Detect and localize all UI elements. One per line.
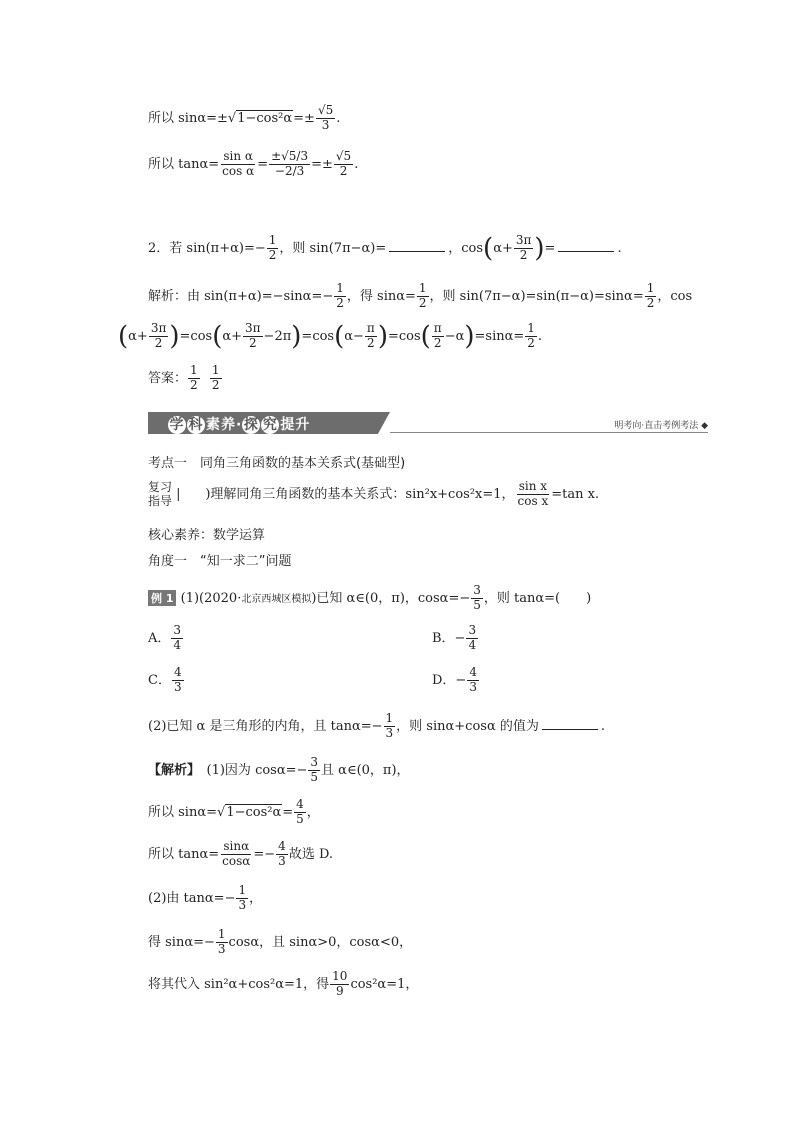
- fraction: $\frac{\text{sin x}}{\text{cos x}}$: [517, 479, 549, 508]
- text: ，则 sin(7π−α)=: [279, 240, 387, 256]
- text: (2)已知 α 是三角形的内角，且 tanα=−: [148, 718, 383, 734]
- text: D．−: [432, 672, 467, 688]
- fraction: $\frac{4}{3}$: [173, 665, 182, 694]
- example-badge: 例 1: [148, 590, 176, 606]
- text: 得 sinα=−: [148, 934, 215, 950]
- option-c[interactable]: [148, 666, 185, 695]
- text: cosα，且 sinα>0，cosα<0，: [228, 934, 413, 950]
- jiexi-3: [148, 840, 333, 869]
- text: .: [354, 156, 359, 172]
- text: 所以 tanα=: [148, 846, 220, 862]
- text: ，cos: [657, 288, 693, 304]
- source: 北京西城区模拟: [241, 593, 312, 605]
- jiexi-6: [148, 970, 418, 999]
- fraction: $\frac{1}{2}$: [646, 281, 655, 310]
- banner-char: 探: [243, 417, 259, 433]
- option-a[interactable]: [148, 624, 184, 653]
- answer-blank: [389, 237, 445, 252]
- text: 将其代入 sin²α+cos²α=1，得: [148, 976, 330, 992]
- fraction: $\frac{1}{2}$: [211, 363, 220, 392]
- fraction: $\frac{1}{2}$: [190, 363, 198, 392]
- fraction: $\frac{4}{5}$: [296, 797, 304, 826]
- text: 解析：由 sin(π+α)=−sinα=−: [148, 288, 334, 304]
- fraction: $\frac{4}{3}$: [469, 665, 477, 694]
- text: ，得 sinα=: [346, 288, 416, 304]
- answer-blank: [558, 237, 614, 252]
- text: −2π: [263, 328, 292, 344]
- text: =cos: [301, 328, 335, 344]
- text: 所以 tanα=: [148, 156, 220, 172]
- fraction: $\frac{1}{3}$: [385, 711, 394, 740]
- text: 2．若 sin(π+α)=−: [148, 240, 266, 256]
- fraction: $\frac{√5}{2}$: [335, 149, 352, 178]
- fraction: $\frac{1}{2}$: [418, 281, 427, 310]
- text: ，则 tanα=( ): [483, 590, 592, 606]
- text: ，则 sin(7π−α)=sin(π−α)=sinα=: [429, 288, 644, 304]
- core-literacy: 核心素养：数学运算: [148, 528, 266, 543]
- question-2: 2．若 sin(π+α)=− $\frac{1}{2}$ ，则 sin(7π−α)= ，cos(α+ $\frac{3\pi}{2}$ )= .: [148, 233, 622, 264]
- text: α+: [493, 240, 513, 256]
- fraction: $\frac{1}{3}$: [217, 927, 226, 956]
- text: 所以 sinα=: [148, 804, 218, 820]
- text: =: [257, 156, 269, 172]
- text: )已知 α∈(0，π)，cosα=−: [311, 590, 471, 606]
- solution-line-1: [148, 282, 692, 311]
- text: =sinα=: [474, 328, 525, 344]
- jiexi-5: [148, 928, 412, 957]
- banner-tag: 明考向·直击考例考法 ◆: [614, 421, 708, 431]
- fraction: $\frac{3}{4}$: [468, 623, 477, 652]
- solution-line-2: (α+ $\frac{3\pi}{2}$ )=cos(α+ $\frac{3\pi}{2}$ −2π)=cos(α− $\frac{\pi}{2}$ )=cos( $\frac{\pi}{2}$ −α)=sinα= $\frac{1}{2}$ .: [118, 321, 543, 352]
- text: .: [617, 240, 622, 256]
- text: ，cos: [448, 240, 484, 256]
- fraction: $\frac{3\pi}{2}$: [245, 321, 261, 350]
- jiexi-1: [148, 756, 410, 785]
- text: C．: [148, 672, 171, 688]
- fraction: $\frac{\text{sin α}}{\text{cos α}}$: [222, 149, 255, 178]
- banner-rule: [390, 432, 708, 433]
- text: 提升: [280, 417, 311, 433]
- fraction: $\frac{1}{2}$: [268, 233, 277, 262]
- fraction: $\frac{\pi}{2}$: [433, 321, 442, 350]
- kaodian-heading: 考点一 同角三角函数的基本关系式(基础型): [148, 456, 406, 471]
- text: =±: [311, 156, 333, 172]
- text: )理解同角三角函数的基本关系式：sin²x+cos²x=1，: [205, 486, 515, 502]
- fraction: $\frac{1}{2}$: [527, 321, 535, 350]
- text: ，: [249, 890, 263, 906]
- option-d[interactable]: [432, 666, 480, 695]
- banner-title: [168, 414, 310, 434]
- radicand: 1−cos²α: [237, 110, 293, 126]
- fraction: $\frac{3}{5}$: [473, 583, 481, 612]
- jiexi-2: 所以 sinα=√1−cos²α= $\frac{4}{5}$ ，: [148, 797, 320, 826]
- jiexi-label: 【解析】: [148, 762, 194, 778]
- text: α+: [128, 328, 148, 344]
- fraction: $\frac{√5}{3}$: [317, 103, 334, 132]
- text: α−: [344, 328, 364, 344]
- review-label: 复习 指导: [148, 480, 173, 509]
- text: =tan x.: [551, 486, 600, 502]
- fraction: $\frac{4}{3}$: [278, 839, 286, 868]
- banner-char: 科: [188, 417, 204, 433]
- text: (1)因为 cosα=−: [193, 762, 308, 778]
- section-banner: [148, 408, 708, 436]
- fraction: $\frac{3\pi}{2}$: [150, 321, 167, 350]
- text: −α: [444, 328, 465, 344]
- text: ，则 sinα+cosα 的值为: [396, 718, 539, 734]
- text: =: [544, 240, 556, 256]
- line-sin-alpha: 所以 sinα=±√1−cos²α=± $\frac{√5}{3}$ .: [148, 103, 341, 132]
- fraction: $\frac{3}{4}$: [173, 623, 182, 652]
- answer-blank: [542, 715, 598, 730]
- radicand: 1−cos²α: [226, 804, 282, 820]
- text: .: [336, 110, 341, 126]
- text: A．: [148, 630, 171, 646]
- fraction: $\frac{1}{2}$: [336, 281, 344, 310]
- fraction: $\frac{\pi}{2}$: [366, 321, 375, 350]
- fraction: $\frac{3}{5}$: [310, 755, 319, 784]
- answer-line: [148, 364, 223, 393]
- text: 且 α∈(0，π)，: [321, 762, 410, 778]
- fraction: $\frac{10}{9}$: [332, 969, 348, 998]
- banner-char: 究: [262, 417, 278, 433]
- fraction: $\frac{1}{3}$: [238, 883, 247, 912]
- text: =cos: [179, 328, 213, 344]
- text: 素养·: [206, 417, 243, 433]
- option-b[interactable]: [432, 624, 479, 653]
- review-guide: 复习 指导 | )理解同角三角函数的基本关系式：sin²x+cos²x=1， $\frac{\text{sin x}}{\text{cos x}}$ =tan x.: [148, 479, 600, 509]
- example-1-q2: [148, 712, 605, 741]
- text: =cos: [387, 328, 421, 344]
- text: B．−: [432, 630, 466, 646]
- fraction: $\frac{\pm√5/3}{-2/3}$: [271, 149, 309, 178]
- line-tan-alpha: [148, 150, 358, 179]
- text: (2)由 tanα=−: [148, 890, 236, 906]
- text: α+: [222, 328, 243, 344]
- text: .: [600, 718, 605, 734]
- jiexi-4: [148, 884, 262, 913]
- fraction: $\frac{3\pi}{2}$: [515, 233, 532, 262]
- text: (1)(2020·: [180, 590, 242, 606]
- text: =±: [293, 110, 315, 126]
- text: cos²α=1，: [350, 976, 419, 992]
- angle-heading: 角度一 “知一求二”问题: [148, 554, 292, 569]
- text: =: [282, 804, 294, 820]
- text: 故选 D.: [288, 846, 334, 862]
- example-1-q1: [148, 584, 591, 613]
- text: 所以 sinα=±: [148, 110, 228, 126]
- text: ，: [306, 804, 320, 820]
- fraction: $\frac{\sin\alpha}{\cos\alpha}$: [222, 839, 251, 868]
- banner-char: 学: [169, 417, 185, 433]
- text: =−: [253, 846, 276, 862]
- text: 答案：: [148, 370, 188, 386]
